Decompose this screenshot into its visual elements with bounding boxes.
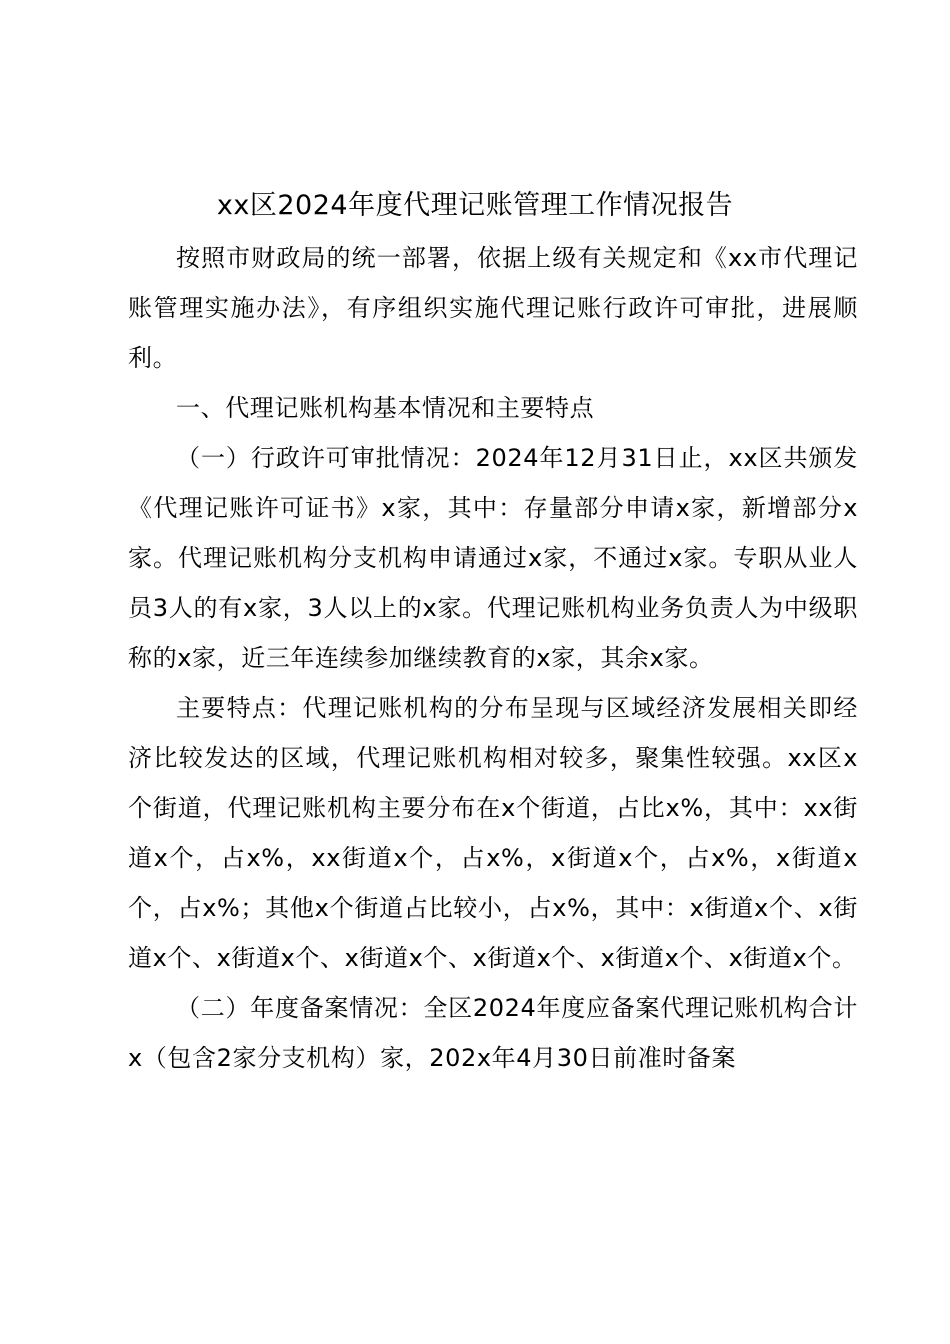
document-title: xx区2024年度代理记账管理工作情况报告 — [216, 190, 734, 221]
features-paragraph: 主要特点：代理记账机构的分布呈现与区域经济发展相关即经济比较发达的区域，代理记账机构相对较多，聚集性较强。xx区x个街道，代理记账机构主要分布在x个街道，占比x%，其中：xx街道x个，占x%，xx街道x个，占x%，x街道x个，占x%，x街道x个，占x%；其他x个街道占比较小，占x%，其中：x街道x个、x街道x个、x街道x个、x街道x个、x街道x个、x街道x个、x街道x个。 — [128, 694, 858, 972]
approval-paragraph: （一）行政许可审批情况：2024年12月31日止，xx区共颁发《代理记账许可证书》x家，其中：存量部分申请x家，新增部分x家。代理记账机构分支机构申请通过x家，不通过x家。专职从业人员3人的有x家，3人以上的x家。代理记账机构业务负责人为中级职称的x家，近三年连续参加继续教育的x家，其余x家。 — [128, 444, 858, 672]
document-body — [128, 233, 858, 1083]
filing-paragraph: （二）年度备案情况：全区2024年度应备案代理记账机构合计x（包含2家分支机构）家，202x年4月30日前准时备案 — [128, 994, 858, 1072]
section-heading: 一、代理记账机构基本情况和主要特点 — [176, 394, 595, 422]
intro-paragraph: 按照市财政局的统一部署，依据上级有关规定和《xx市代理记账管理实施办法》，有序组织实施代理记账行政许可审批，进展顺利。 — [128, 244, 858, 372]
